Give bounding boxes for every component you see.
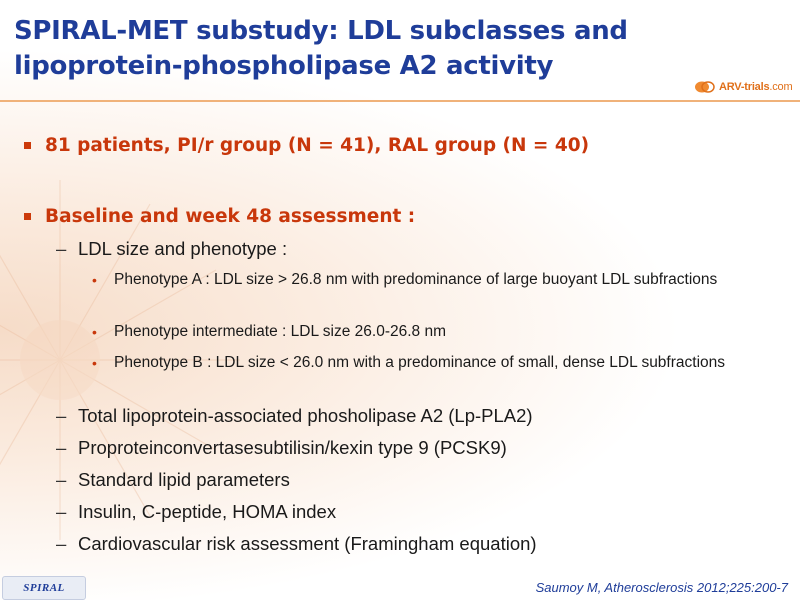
sub-item-text: Total lipoprotein-associated phosholipase A2 (Lp-PLA2)	[78, 405, 533, 426]
logo-brand: ARV-trials	[719, 81, 770, 93]
phenotype-item	[92, 353, 774, 373]
dash-bullet-icon: –	[56, 238, 67, 259]
phenotype-item	[92, 270, 774, 290]
dash-bullet-icon: –	[56, 405, 67, 426]
bullet-patients	[24, 135, 589, 156]
dot-bullet-icon: •	[92, 272, 97, 288]
square-bullet-icon	[24, 142, 31, 149]
bullet-text: Baseline and week 48 assessment :	[45, 206, 416, 227]
sub-item	[56, 405, 533, 427]
sub-item-text: Cardiovascular risk assessment (Framingham equation)	[78, 533, 537, 554]
phenotype-text: Phenotype B : LDL size < 26.0 nm with a predominance of small, dense LDL subfractions	[114, 354, 726, 371]
sub-item	[56, 533, 537, 555]
dash-bullet-icon: –	[56, 437, 67, 458]
phenotype-text: Phenotype A : LDL size > 26.8 nm with predominance of large buoyant LDL subfractions	[114, 271, 718, 288]
dot-bullet-icon: •	[92, 324, 97, 340]
sub-item-text: Insulin, C-peptide, HOMA index	[78, 501, 337, 522]
study-badge-label: SPIRAL	[23, 582, 65, 594]
sub-item	[56, 501, 336, 523]
sub-item	[56, 469, 290, 491]
bullet-assessment	[24, 206, 415, 227]
bullet-text: 81 patients, PI/r group (N = 41), RAL group (N = 40)	[45, 135, 590, 156]
sub-item-text: Standard lipid parameters	[78, 469, 290, 490]
slide-title: SPIRAL-MET substudy: LDL subclasses and lipoprotein-phospholipase A2 activity	[14, 16, 628, 81]
phenotype-item	[92, 322, 774, 342]
square-bullet-icon	[24, 213, 31, 220]
sub-item-text: LDL size and phenotype :	[78, 238, 288, 259]
citation: Saumoy M, Atherosclerosis 2012;225:200-7	[535, 580, 788, 595]
dash-bullet-icon: –	[56, 501, 67, 522]
study-badge	[2, 576, 86, 600]
dot-bullet-icon: •	[92, 355, 97, 371]
sub-item	[56, 437, 507, 459]
phenotype-text: Phenotype intermediate : LDL size 26.0-26.8 nm	[114, 323, 447, 340]
sub-item-text: Proproteinconvertasesubtilisin/kexin type 9 (PCSK9)	[78, 437, 507, 458]
sub-item	[56, 238, 287, 260]
arv-logo-icon	[694, 80, 716, 94]
dash-bullet-icon: –	[56, 469, 67, 490]
logo-domain: .com	[769, 81, 793, 93]
arv-trials-logo	[694, 78, 792, 96]
dash-bullet-icon: –	[56, 533, 67, 554]
title-divider	[0, 100, 800, 102]
